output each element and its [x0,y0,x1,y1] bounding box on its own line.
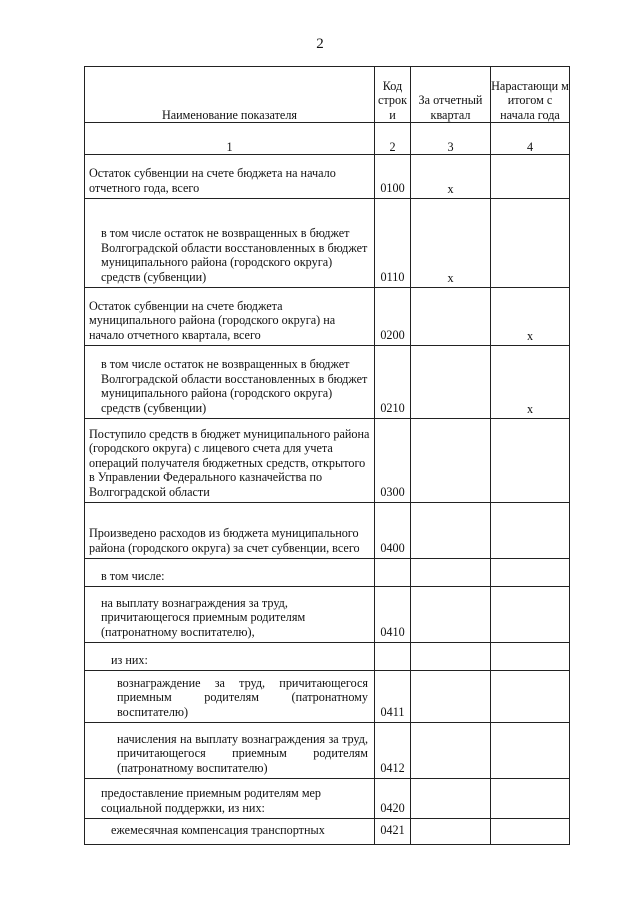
row-name: из них: [85,643,375,671]
row-code: 0410 [375,587,411,643]
row-cumulative [491,643,570,671]
row-cumulative [491,503,570,559]
row-quarter [411,503,491,559]
column-number-row [85,123,570,155]
row-name: на выплату вознаграждения за труд, причитающегося приемным родителям (патронатному воспитателю), [85,587,375,643]
row-name: Поступило средств в бюджет муниципального района (городского округа) с лицевого счета для учета операций получателя бюджетных средств, открытого в Управлении Федерального казначейства по Волгоградской области [85,419,375,503]
table-row [85,723,570,779]
row-cumulative: х [491,346,570,419]
row-cumulative [491,779,570,819]
row-code: 0412 [375,723,411,779]
row-cumulative: х [491,288,570,346]
table-row [85,199,570,288]
row-name: предоставление приемным родителям мер социальной поддержки, из них: [85,779,375,819]
row-cumulative [491,671,570,723]
header-row [85,67,570,123]
row-code: 0300 [375,419,411,503]
row-quarter [411,587,491,643]
header-name: Наименование показателя [85,67,375,123]
row-code: 0200 [375,288,411,346]
row-code: 0421 [375,819,411,845]
header-code: Код строк и [375,67,411,123]
row-name: в том числе остаток не возвращенных в бюджет Волгоградской области восстановленных в бюджет муниципального района (городского округа) средств (субвенции) [85,199,375,288]
row-quarter [411,671,491,723]
row-quarter [411,419,491,503]
row-code: 0100 [375,155,411,199]
page-number: 2 [316,36,324,52]
row-code [375,643,411,671]
row-code [375,559,411,587]
column-number: 2 [375,123,411,155]
column-number: 3 [411,123,491,155]
row-code: 0420 [375,779,411,819]
column-number: 1 [85,123,375,155]
table-row [85,346,570,419]
table-row [85,288,570,346]
row-quarter [411,819,491,845]
row-code: 0411 [375,671,411,723]
row-code: 0400 [375,503,411,559]
row-quarter [411,723,491,779]
row-cumulative [491,155,570,199]
table-row [85,643,570,671]
row-name: ежемесячная компенсация транспортных [85,819,375,845]
header-cumulative: Нарастающи м итогом с начала года [491,67,570,123]
header-quarter: За отчетный квартал [411,67,491,123]
table-row [85,671,570,723]
table-row [85,779,570,819]
row-cumulative [491,587,570,643]
row-code: 0210 [375,346,411,419]
row-quarter: х [411,199,491,288]
row-quarter [411,559,491,587]
row-cumulative [491,419,570,503]
table-row [85,587,570,643]
table-row [85,419,570,503]
row-name: вознаграждение за труд, причитающегося приемным родителям (патронатному воспитателю) [85,671,375,723]
row-quarter [411,288,491,346]
table-row [85,819,570,845]
row-cumulative [491,723,570,779]
row-name: в том числе остаток не возвращенных в бюджет Волгоградской области восстановленных в бюджет муниципального района (городского округа) средств (субвенции) [85,346,375,419]
row-name: Произведено расходов из бюджета муниципального района (городского округа) за счет субвенции, всего [85,503,375,559]
column-number: 4 [491,123,570,155]
row-cumulative [491,819,570,845]
table-row [85,559,570,587]
row-name: Остаток субвенции на счете бюджета муниципального района (городского округа) на начало отчетного квартала, всего [85,288,375,346]
row-code: 0110 [375,199,411,288]
row-name: в том числе: [85,559,375,587]
row-quarter [411,779,491,819]
row-quarter [411,346,491,419]
row-cumulative [491,559,570,587]
row-quarter: х [411,155,491,199]
table-row [85,155,570,199]
row-quarter [411,643,491,671]
report-table [84,66,570,845]
row-cumulative [491,199,570,288]
row-name: Остаток субвенции на счете бюджета на начало отчетного года, всего [85,155,375,199]
table-row [85,503,570,559]
row-name: начисления на выплату вознаграждения за труд, причитающегося приемным родителям (патронатному воспитателю) [85,723,375,779]
